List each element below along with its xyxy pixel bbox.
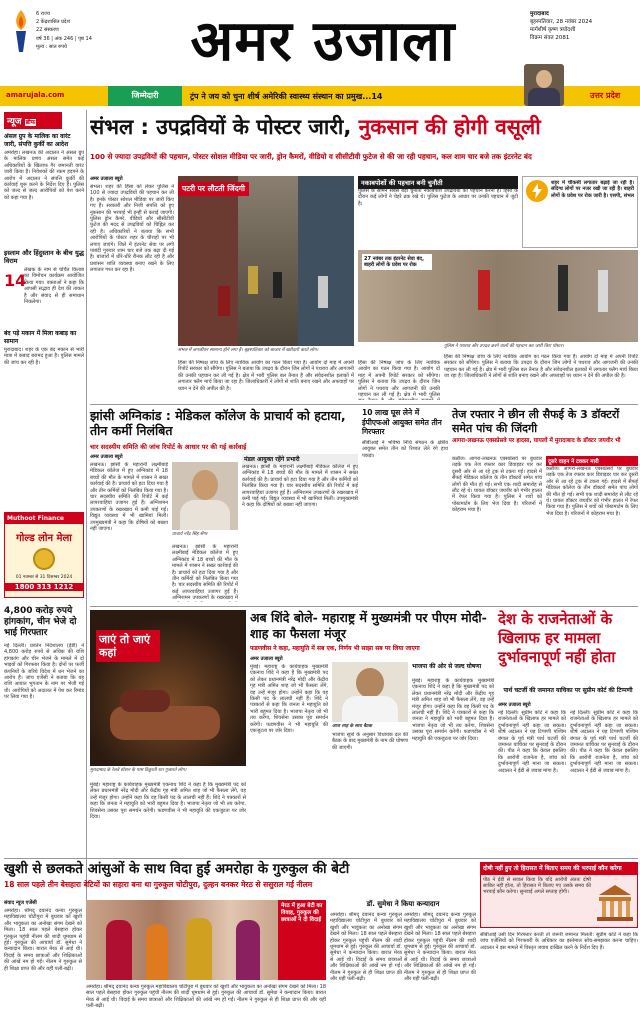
article-body: मुंबई। महाराष्ट्र के कार्यवाहक मुख्यमंत्री एकनाथ शिंदे ने कहा है कि मुख्यमंत्री पद को लेकर प्रधानमंत्री नरेंद्र मोदी और केंद्रीय गृह मंत्री अमित शाह जो भी फैसला लेंगे, वह उन्हें मंजूर होगा। उन्होंने कहा कि वह किसी पद के लालची नहीं हैं। शिंदे ने पत्रकारों से कहा कि जनता ने महायुति को भारी बहुमत दिया है। भाजपा नेतृत्व जो भी तय करेगा, शिवसेना उसका पूरा समर्थन करेगी। फडणवीस ने भी महायुति की एकजुटता पर जोर दिया। <box>250 664 328 735</box>
article-body: हिंसा की निष्पक्ष जांच के लिए न्यायिक आयोग का गठन किया गया है। आयोग दो माह में अपनी रिपोर्ट सरकार को सौंपेगा। पुलिस ने बताया कि उपद्रव के दौरान जिन लोगों ने पथराव और आगजनी की उनकी पहचान कर ली गई है। क्षेत्र में भारी पुलिस बल तैनात है और संवेदनशील इलाकों में लगातार फ्लैग मार्च किया जा रहा है। जिलाधिकारी ने लोगों से शांति बनाए रखने और अफवाहों पर ध्यान न देने की अपील की है। <box>444 354 638 380</box>
jhansi-subhead: चार सदस्यीय समिति की जांच रिपोर्ट के आधार पर की गई कार्रवाई <box>90 443 247 451</box>
brief-headline: अंसल ग्रुप के मालिक का वारंट जारी, संपत्ति कुर्की का आदेश <box>4 133 71 148</box>
masthead-line: 6 राज्य <box>36 11 50 17</box>
bottom-subhead: 18 साल पहले तीन बेसहारा बेटियों का सहारा बना था गुरुकुल चोटीपुरा, दुल्हन बनकर मेरठ से ससुराल गई नीलम <box>4 880 313 889</box>
article-body: लखनऊ। झांसी के महारानी लक्ष्मीबाई मेडिकल कॉलेज में हुए अग्निकांड में 18 बच्चों की मौत के मामले में शासन ने सख्त कार्रवाई की है। प्राचार्य को हटा दिया गया है और तीन कर्मियों को निलंबित किया गया है। चार सदस्यीय समिति की रिपोर्ट में कई लापरवाहियां उजागर हुई हैं। अग्निशमन उपकरणों के रखरखाव में कमी पाई गई। विद्युत व्यवस्था में भी खामियां मिलीं। उपमुख्यमंत्री ने कहा कि दोषियों को बख्शा नहीं जाएगा। <box>90 462 168 533</box>
photo-caption: प्राचार्य नरेंद्र सिंह सेंगर <box>172 532 208 537</box>
article-body: नई दिल्ली। सुप्रीम कोर्ट ने कहा कि राजनेताओं के खिलाफ हर मामले को दुर्भावनापूर्ण नहीं कहा जा सकता। शीर्ष अदालत ने यह टिप्पणी पश्चिम बंगाल के पूर्व मंत्री पार्थ चटर्जी की जमानत याचिका पर सुनवाई के दौरान की। पीठ ने कहा कि केवल इसलिए कि आरोपी राजनेता है, जांच को दुर्भावनापूर्ण नहीं माना जा सकता। अदालत ने ईडी से जवाब मांगा है। <box>570 710 638 774</box>
edition-city: मुरादाबाद <box>530 11 549 17</box>
ad-festival: गोल्ड लोन मेला <box>16 533 72 544</box>
article-body: कन्नौज। आगरा-लखनऊ एक्सप्रेसवे पर बुधवार तड़के एक तेज रफ्तार कार डिवाइडर पार कर दूसरी ओर से आ रहे ट्रक से टकरा गई। हादसे में सैफई मेडिकल कॉलेज के तीन डॉक्टरों समेत पांच लोगों की मौत हो गई। सभी एक शादी समारोह से लौट रहे थे। घायल डॉक्टर जयवीर को गंभीर हालत में रेफर किया गया है। पुलिस ने शवों को पोस्टमार्टम के लिए भेज दिया है। परिजनों में कोहराम मचा है। <box>546 466 638 517</box>
newspaper-title: अमर उजाला <box>190 9 456 74</box>
sc-box <box>480 862 638 928</box>
article-body: हिंसा की निष्पक्ष जांच के लिए न्यायिक आयोग का गठन किया गया है। आयोग दो माह में अपनी रिपोर्ट सरकार को सौंपेगा। पुलिस ने बताया कि उपद्रव के दौरान जिन लोगों ने पथराव और आगजनी की उनकी पहचान कर ली गई है। क्षेत्र में भारी पुलिस बल तैनात है और संवेदनशील इलाकों में लगातार फ्लैग मार्च किया जा रहा है। जिलाधिकारी ने लोगों से शांति बनाए रखने और अफवाहों पर ध्यान न देने की अपील की है। <box>178 360 354 392</box>
news-brief-label <box>4 112 62 129</box>
left-lower <box>4 606 84 942</box>
issue-date: बृहस्पतिवार, 28 नवंबर 2024 <box>530 19 593 25</box>
page-number-badge: 14 <box>4 271 27 290</box>
jhansi-label: मंडल आयुक्त रहेंगे प्रभारी <box>242 454 358 464</box>
side-body: पुलिस के सामने सबसे बड़ी चुनौती नकाबपोश उपद्रवियों की पहचान करना है। हिंसा के दौरान कई लोगों ने चेहरे ढक रखे थे। पुलिस फुटेज के आधार पर उनकी पहचान में जुटी है। <box>358 188 518 207</box>
brief-body: लेखक के नाम से चर्चित किताब का विमोचन कार्यक्रम आयोजित किया गया। वक्ताओं ने कहा कि आपसी सद्भाव ही देश की ताकत है और संवाद से ही समाधान निकलेगा। <box>24 267 84 306</box>
brief-body: मुरादाबाद। शहर के एक बंद मकान से भारी मात्रा में कबाड़ बरामद हुआ है। पुलिस मामले की जांच कर रही है। <box>4 347 84 366</box>
accident-headline: तेज रफ्तार ने छीन ली सैफई के 3 डॉक्टरों समेत पांच की जिंदगी <box>452 408 620 435</box>
article-body: अमरोहा। श्रीमद् दयानंद कन्या गुरुकुल महाविद्यालय चोटीपुरा में बुधवार को खुशी और भावुकता का अनोखा संगम देखने को मिला। 18 साल पहले बेसहारा होकर गुरुकुल पहुंची नीलम की शादी धूमधाम से हुई। गुरुकुल की आचार्या डॉ. सुमेधा ने कन्यादान किया। बारात मेरठ से आई थी। विदाई के समय छात्राओं और शिक्षिकाओं की आंखें नम हो गईं। नीलम ने गुरुकुल से ही शिक्षा प्राप्त की और यहीं पली-बढ़ी। <box>4 908 82 972</box>
epfo-body: सीबीआई ने भविष्य निधि संगठन के क्षेत्रीय आयुक्त समेत तीन को रिश्वत लेते रंगे हाथ पकड़ा। <box>362 440 448 459</box>
shinde-mid-label: भाजपा की ओर से जल्द घोषणा <box>412 663 482 670</box>
photo-label: पटरी पर लौटती जिंदगी <box>178 182 249 196</box>
photo-caption: पुलिस ने पथराव और उपद्रव करने वालों की पहचान कर जारी किए पोस्टर। <box>444 344 564 349</box>
alert-box <box>522 176 638 248</box>
accident-subhead: आगरा-लखनऊ एक्सप्रेसवे पर हादसा, घायलों में मुरादाबाद के डॉक्टर जयवीर भी <box>452 438 621 444</box>
lead-headline <box>90 112 636 142</box>
alert-text: शहर में चौकसी लगातार बढ़ाई जा रही है। संदिग्ध लोगों पर नजर रखी जा रही है। बाहरी लोगों के प्रवेश पर रोक जारी है। एसपी, संभल <box>551 180 634 199</box>
jhansi-headline: झांसी अग्निकांड : मेडिकल कॉलेज के प्राचार्य को हटाया, तीन कर्मी निलंबित <box>90 408 346 438</box>
price-info: मूल्य : सात रुपये <box>36 44 67 50</box>
side-label: नकाबपोशों की पहचान बनी चुनौती <box>358 176 518 189</box>
brief-headline: इस्लाम और हिंदुस्तान के बीच युद्ध विराम <box>4 249 84 265</box>
brief-body: नई दिल्ली। प्रवर्तन निदेशालय (ईडी) ने 4,800 करोड़ रुपये से अधिक की राशि हांगकांग और चीन भेजने के मामले में दो भाइयों को गिरफ्तार किया है। दोनों पर फर्जी कंपनियों के जरिये विदेश में धन भेजने का आरोप है। जांच एजेंसी ने बताया कि यह राशि आयात भुगतान के नाम पर भेजी गई थी। आरोपियों को अदालत में पेश कर रिमांड पर लिया गया है। <box>4 643 84 701</box>
lightning-icon <box>526 180 548 202</box>
nav-teaser[interactable]: ट्रंप ने जय को चुना शीर्ष अमेरिकी स्वास्थ्य संस्थान का प्रमुख...14 <box>190 92 383 101</box>
shinde-headline: अब शिंदे बोले- महाराष्ट्र में मुख्यमंत्री पर पीएम मोदी-शाह का फैसला मंजूर <box>250 610 487 641</box>
shinde-subhead: फडणवीस ने कहा, महायुति में सब एक, निर्णय भी साझा सब पर लिया जाएगा <box>250 645 420 652</box>
byline: संवाद न्यूज एजेंसी <box>4 900 37 906</box>
byline: अमर उजाला ब्यूरो <box>498 702 531 708</box>
byline: अमर उजाला ब्यूरो <box>90 454 123 460</box>
state-label[interactable]: उत्तर प्रदेश <box>590 91 621 100</box>
shinde-photo <box>332 662 408 722</box>
lead-headline-part: नुकसान की होगी वसूली <box>358 115 541 139</box>
sc-box-body: पीठ ने ईडी से सवाल किया कि यदि आरोपी अंततः दोषी साबित नहीं होता, तो हिरासत में बिताए गए उसके समय की भरपाई कौन करेगा। सुनवाई अगले सप्ताह होगी। <box>483 876 591 896</box>
article-body: कन्नौज। आगरा-लखनऊ एक्सप्रेसवे पर बुधवार तड़के एक तेज रफ्तार कार डिवाइडर पार कर दूसरी ओर से आ रहे ट्रक से टकरा गई। हादसे में सैफई मेडिकल कॉलेज के तीन डॉक्टरों समेत पांच लोगों की मौत हो गई। सभी एक शादी समारोह से लौट रहे थे। घायल डॉक्टर जयवीर को गंभीर हालत में रेफर किया गया है। पुलिस ने शवों को पोस्टमार्टम के लिए भेज दिया है। परिजनों में कोहराम मचा है। <box>452 456 542 514</box>
ad-dates: 01 नवम्बर से 31 दिसम्बर 2024 <box>15 575 73 580</box>
article-body: अमरोहा। श्रीमद् दयानंद कन्या गुरुकुल महाविद्यालय चोटीपुरा में बुधवार को खुशी और भावुकता का अनोखा संगम देखने को मिला। 18 साल पहले बेसहारा होकर गुरुकुल पहुंची नीलम की शादी धूमधाम से हुई। गुरुकुल की आचार्या डॉ. सुमेधा ने कन्यादान किया। बारात मेरठ से आई थी। विदाई के समय छात्राओं और शिक्षिकाओं की आंखें नम हो गईं। नीलम ने गुरुकुल से ही शिक्षा प्राप्त की और यहीं पली-बढ़ी। <box>330 912 402 983</box>
byline: अमर उजाला ब्यूरो <box>90 176 123 182</box>
photo-caption: आज शाह के साथ बैठक <box>332 724 372 729</box>
ad-phone[interactable]: 1800 313 1212 <box>5 583 83 591</box>
article-body: नई दिल्ली। सुप्रीम कोर्ट ने कहा कि राजनेताओं के खिलाफ हर मामले को दुर्भावनापूर्ण नहीं कहा जा सकता। शीर्ष अदालत ने यह टिप्पणी पश्चिम बंगाल के पूर्व मंत्री पार्थ चटर्जी की जमानत याचिका पर सुनवाई के दौरान की। पीठ ने कहा कि केवल इसलिए कि आरोपी राजनेता है, जांच को दुर्भावनापूर्ण नहीं माना जा सकता। अदालत ने ईडी से जवाब मांगा है। <box>498 710 566 774</box>
photo-label: जाएं तो जाएं कहां <box>96 630 160 662</box>
coin-icon <box>33 548 55 570</box>
site-link[interactable]: amarujala.com <box>6 91 65 99</box>
sc-headline: देश के राजनेताओं के खिलाफ हर मामला दुर्भावनापूर्ण नहीं होता <box>498 610 616 666</box>
article-body: सीबीआई उसी दिन गिरफ्तार करती तो जरूरी जमानत मिलती: सुप्रीम कोर्ट ने कहा कि जांच एजेंसियों को गिरफ्तारी के अधिकार का इस्तेमाल सोच-समझकर करना चाहिए। अदालत ने इस मामले में विस्तृत जवाब दाखिल करने के निर्देश दिए हैं। <box>480 932 638 951</box>
photo-caption: मुरादाबाद के रेलवे स्टेशन के पास ठिठुरती रात गुजारते लोग। <box>90 768 187 773</box>
sc-subhead: पार्थ चटर्जी की जमानत याचिका पर सुप्रीम कोर्ट की टिप्पणी <box>503 687 633 694</box>
lead-photo <box>178 176 354 346</box>
side-photo <box>358 250 638 342</box>
photo-caption: संभल में जनजीवन सामान्य होने लगा है। बृहस्पतिवार को बाजार में खरीदारी करते लोग। <box>178 348 319 353</box>
side-box: 27 नवंबर तक इंटरनेट सेवा बंद, बाहरी लोगों के प्रवेश पर रोक <box>362 254 432 270</box>
advertisement[interactable] <box>4 512 84 598</box>
article-body: अमरोहा। श्रीमद् दयानंद कन्या गुरुकुल महाविद्यालय चोटीपुरा में बुधवार को खुशी और भावुकता का अनोखा संगम देखने को मिला। 18 साल पहले बेसहारा होकर गुरुकुल पहुंची नीलम की शादी धूमधाम से हुई। गुरुकुल की आचार्या डॉ. सुमेधा ने कन्यादान किया। बारात मेरठ से आई थी। विदाई के समय छात्राओं और शिक्षिकाओं की आंखें नम हो गईं। नीलम ने गुरुकुल से ही शिक्षा प्राप्त की और यहीं पली-बढ़ी। <box>404 912 476 983</box>
quote-head: डॉ. सुमेधा ने किया कन्यादान <box>366 900 440 908</box>
byline: अमर उजाला ब्यूरो <box>250 656 283 662</box>
brief-body: अमरोहा। लखनऊ की अदालत ने अंसल ग्रुप के मालिक प्रणव अंसल समेत कई अधिकारियों के खिलाफ गैर जमानती वारंट जारी किया है। निवेशकों की रकम हड़पने के आरोप में अदालत ने संपत्ति कुर्की की कार्रवाई शुरू करने के निर्देश दिए हैं। पुलिस को जल्द से जल्द आरोपियों को पेश करने को कहा गया है। <box>4 150 84 201</box>
brief-headline: 4,800 करोड़ रुपये हांगकांग, चीन भेजे दो भाई गिरफ्तार <box>4 606 77 638</box>
cold-night-photo <box>90 610 246 766</box>
section-tab[interactable]: जिम्मेदारी <box>108 86 182 106</box>
article-body: हिंसा की निष्पक्ष जांच के लिए न्यायिक आयोग का गठन किया गया है। आयोग दो माह में अपनी रिपोर्ट सरकार को सौंपेगा। पुलिस ने बताया कि उपद्रव के दौरान जिन लोगों ने पथराव और आगजनी की उनकी पहचान कर ली गई है। क्षेत्र में भारी पुलिस <box>358 360 440 399</box>
article-body: लखनऊ। झांसी के महारानी लक्ष्मीबाई मेडिकल कॉलेज में हुए अग्निकांड में 18 बच्चों की मौत के मामले में शासन ने सख्त कार्रवाई की है। प्राचार्य को हटा दिया गया है और तीन कर्मियों को निलंबित किया गया है। चार सदस्यीय समिति की रिपोर्ट में कई लापरवाहियां उजागर हुई हैं। अग्निशमन उपकरणों के रखरखाव में कमी पाई गई। विद्युत व्यवस्था में भी खामियां मिलीं। उपमुख्यमंत्री ने कहा कि दोषियों को बख्शा नहीं जाएगा। <box>242 464 358 509</box>
article-body: मुंबई। महाराष्ट्र के कार्यवाहक मुख्यमंत्री एकनाथ शिंदे ने कहा है कि मुख्यमंत्री पद को लेकर प्रधानमंत्री नरेंद्र मोदी और केंद्रीय गृह मंत्री अमित शाह जो भी फैसला लेंगे, वह उन्हें मंजूर होगा। उन्होंने कहा कि वह किसी पद के लालची नहीं हैं। शिंदे ने पत्रकारों से कहा कि जनता ने महायुति को भारी बहुमत दिया है। भाजपा नेतृत्व जो भी तय करेगा, शिवसेना उसका पूरा समर्थन करेगी। फडणवीस ने भी महायुति की एकजुटता पर जोर दिया। <box>412 678 494 742</box>
portrait-thumb <box>524 64 564 106</box>
article-body: भाजपा सूत्रों के अनुसार विधायक दल की बैठक के बाद मुख्यमंत्री के नाम की घोषणा की जाएगी। <box>332 732 408 751</box>
issue-info: वर्ष 36 | अंक 246 | पृष्ठ 14 <box>36 36 92 42</box>
article-body: मुंबई। महाराष्ट्र के कार्यवाहक मुख्यमंत्री एकनाथ शिंदे ने कहा है कि मुख्यमंत्री पद को लेकर प्रधानमंत्री नरेंद्र मोदी और केंद्रीय गृह मंत्री अमित शाह जो भी फैसला लेंगे, वह उन्हें मंजूर होगा। उन्होंने कहा कि वह किसी पद के लालची नहीं हैं। शिंदे ने पत्रकारों से कहा कि जनता ने महायुति को भारी बहुमत दिया है। भाजपा नेतृत्व जो भी तय करेगा, शिवसेना उसका पूरा समर्थन करेगी। फडणवीस ने भी महायुति की एकजुटता पर जोर दिया। <box>90 782 246 821</box>
lead-subhead: 100 से ज्यादा उपद्रवियों की पहचान, पोस्टर सोशल मीडिया पर जारी, ड्रोन कैमरों, वीडियो व सीसीटीवी फुटेज से की जा रही पहचान, कल शाम चार बजे तक इंटरनेट बंद <box>90 152 532 161</box>
epfo-headline: 10 लाख घूस लेने में ईपीएफओ आयुक्त समेत तीन गिरफ्तार <box>362 408 442 436</box>
masthead-line: 2 केंद्रशासित प्रदेश <box>36 19 70 25</box>
brief-headline: बंद पड़े मकान में मिला कबाड़ का सामान <box>4 330 77 345</box>
samvat: विक्रम संवत 2081 <box>530 35 570 41</box>
article-body: संभल। शहर की हिंसा को लेकर पुलिस ने 100 से ज्यादा उपद्रवियों की पहचान कर ली है। इनके पोस्टर सोशल मीडिया पर जारी किए गए हैं। सरकारी और निजी संपत्ति को हुए नुकसान की भरपाई भी इन्हीं से कराई जाएगी। पुलिस ड्रोन कैमरे, वीडियो और सीसीटीवी फुटेज की मदद से उपद्रवियों को चिह्नित कर रही है। अधिकारियों ने बताया कि सभी आरोपियों के पोस्टर शहर के चौराहों पर भी लगाए जाएंगे। जिले में इंटरनेट सेवा पर लगी पाबंदी गुरुवार शाम चार बजे तक बढ़ा दी गई है। बाजारों में धीरे-धीरे रौनक लौट रही है और प्रशासन शांति व्यवस्था बनाए रखने के लिए लगातार गश्त कर रहा है। <box>90 184 174 274</box>
principal-photo <box>172 462 238 530</box>
accident-label: दूसरे वाहन ने टक्कर मारी <box>546 456 638 466</box>
hindu-calendar: मार्गशीर्ष कृष्ण त्रयोदशी <box>530 27 576 33</box>
article-body: लखनऊ। झांसी के महारानी लक्ष्मीबाई मेडिकल कॉलेज में हुए अग्निकांड में 18 बच्चों की मौत के मामले में शासन ने सख्त कार्रवाई की है। प्राचार्य को हटा दिया गया है और तीन कर्मियों को निलंबित किया गया है। चार सदस्यीय समिति की रिपोर्ट में कई लापरवाहियां उजागर हुई हैं। अग्निशमन उपकरणों के रखरखाव में <box>172 544 238 602</box>
article-body: अमरोहा। श्रीमद् दयानंद कन्या गुरुकुल महाविद्यालय चोटीपुरा में बुधवार को खुशी और भावुकता का अनोखा संगम देखने को मिला। 18 साल पहले बेसहारा होकर गुरुकुल पहुंची नीलम की शादी धूमधाम से हुई। गुरुकुल की आचार्या डॉ. सुमेधा ने कन्यादान किया। बारात मेरठ से आई थी। विदाई के समय छात्राओं और शिक्षिकाओं की आंखें नम हो गईं। नीलम ने गुरुकुल से ही शिक्षा प्राप्त की और यहीं पली-बढ़ी। <box>86 984 326 1010</box>
masthead-line: 22 संस्करण <box>36 27 59 33</box>
lead-headline-part: संभल : उपद्रवियों के पोस्टर जारी, <box>90 115 359 139</box>
nav-strip <box>0 86 640 106</box>
torch-logo-icon <box>8 8 34 54</box>
brief-label: ब्रीफ <box>25 119 36 126</box>
wedding-caption-box: मेरठ में हुआ बेटी का विवाह, गुरुकुल की छात्राओं ने दी विदाई <box>278 900 326 980</box>
bottom-headline: खुशी से छलकते आंसुओं के साथ विदा हुई अमरोहा के गुरुकुल की बेटी <box>4 861 350 877</box>
news-label: न्यूज <box>7 117 22 127</box>
ad-brand: Muthoot Finance <box>5 513 83 524</box>
sc-box-label: दोषी नहीं हुए तो हिरासत में बिताए समय की भरपाई कौन करेगा <box>481 863 637 875</box>
court-building-icon <box>595 883 635 923</box>
